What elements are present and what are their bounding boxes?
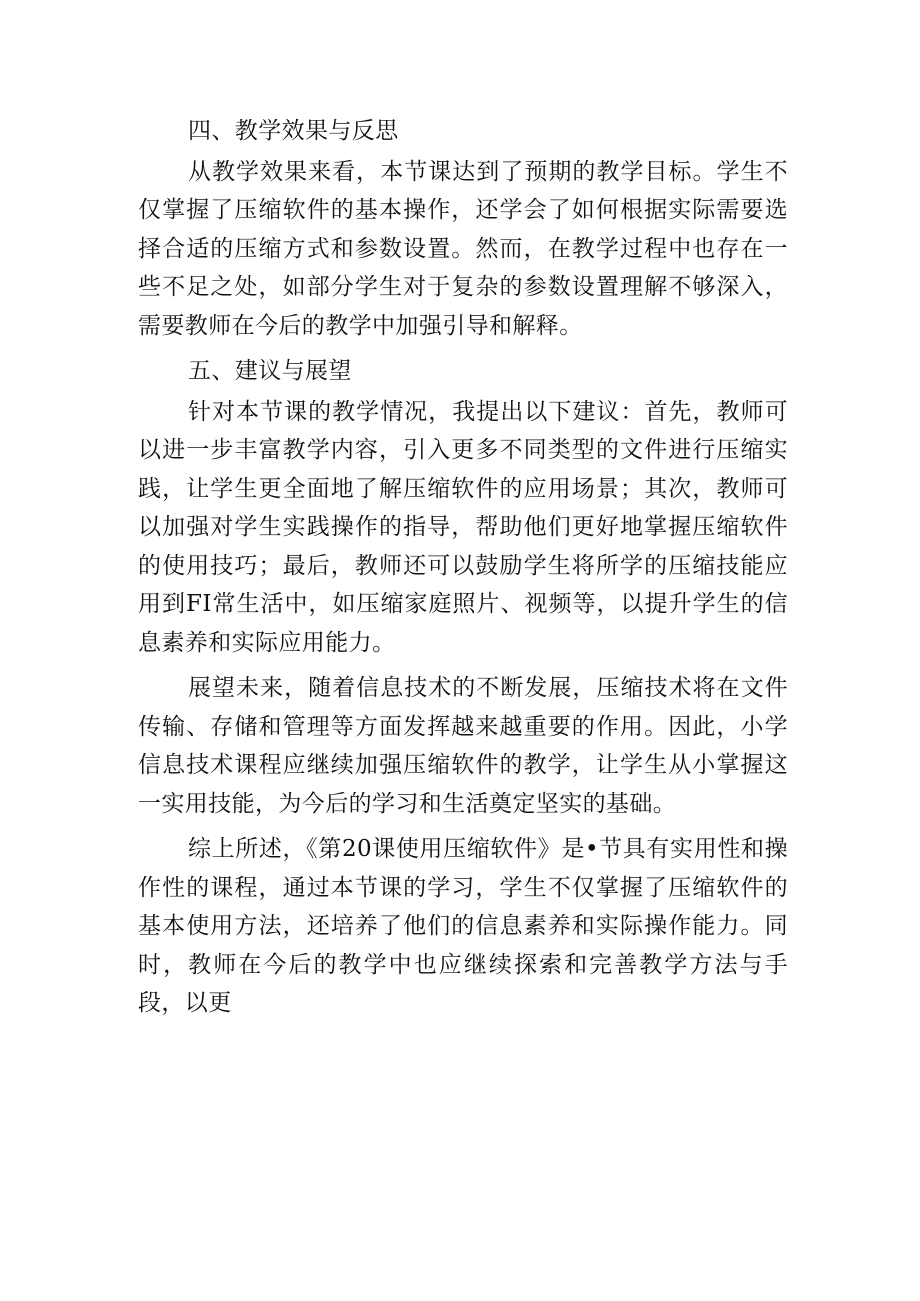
document-body [138, 112, 788, 1030]
section-heading-effect-reflection: 四、教学效果与反思 [188, 118, 399, 144]
paragraph-summary: 综上所述，《第20课使用压缩软件》是•节具有实用性和操作性的课程，通过本节课的学习，学生不仅掌握了压缩软件的基本使用方法，还培养了他们的信息素养和实际操作能力。同时，教师在今后的教学中也应继续探索和完善教学方法与手段，以更 [138, 836, 788, 1016]
paragraph-outlook: 展望未来，随着信息技术的不断发展，压缩技术将在文件传输、存储和管理等方面发挥越来越重要的作用。因此，小学信息技术课程应继续加强压缩软件的教学，让学生从小掌握这一实用技能，为今后的学习和生活奠定坚实的基础。 [138, 675, 788, 817]
paragraph-effect-reflection: 从教学效果来看，本节课达到了预期的教学目标。学生不仅掌握了压缩软件的基本操作，还学会了如何根据实际需要选择合适的压缩方式和参数设置。然而，在教学过程中也存在一些不足之处，如部分学生对于复杂的参数设置理解不够深入，需要教师在今后的教学中加强引导和解释。 [138, 158, 788, 339]
paragraph-suggestions: 针对本节课的教学情况，我提出以下建议：首先，教师可以进一步丰富教学内容，引入更多不同类型的文件进行压缩实践，让学生更全面地了解压缩软件的应用场景；其次，教师可以加强对学生实践操作的指导，帮助他们更好地掌握压缩软件的使用技巧；最后，教师还可以鼓励学生将所学的压缩技能应用到FI常生活中，如压缩家庭照片、视频等，以提升学生的信息素养和实际应用能力。 [138, 398, 788, 656]
section-heading-suggestions-outlook: 五、建议与展望 [188, 358, 352, 384]
